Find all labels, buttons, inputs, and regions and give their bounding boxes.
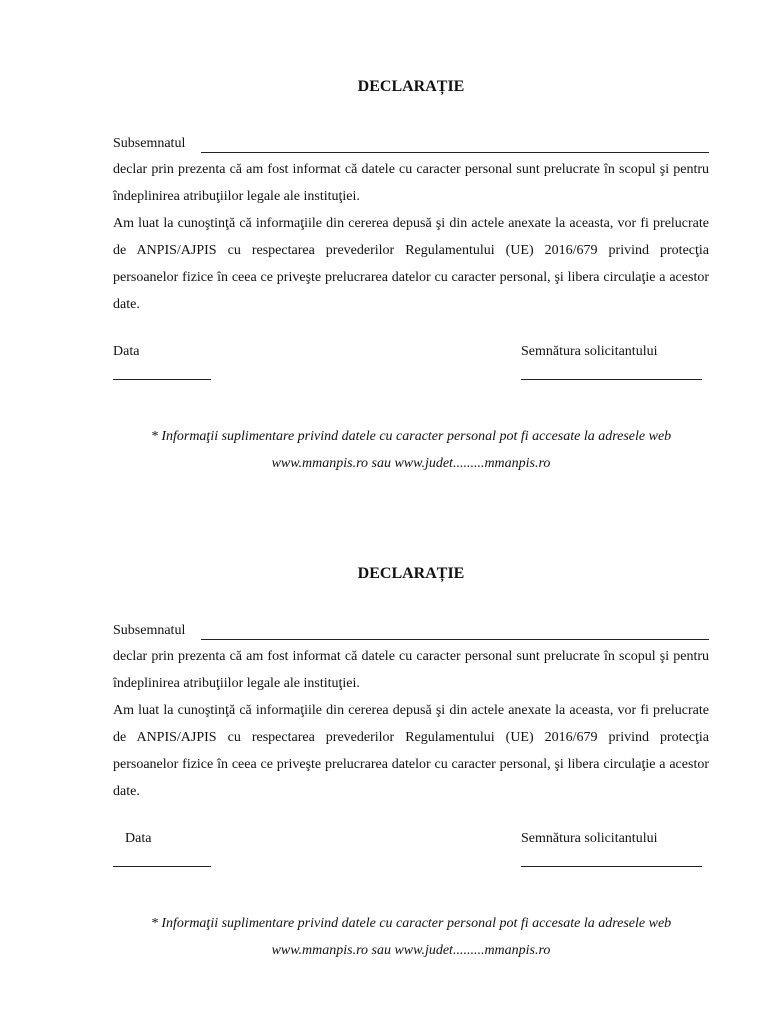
declaration-paragraph-1: declar prin prezenta că am fost informat că datele cu caracter personal sunt prelucrate în scopul şi pentru îndeplinirea atribuţiilor legale ale instituţiei. — [113, 649, 709, 691]
signature-field — [521, 343, 702, 380]
declaration-paragraph-1: declar prin prezenta că am fost informat că datele cu caracter personal sunt prelucrate în scopul şi pentru îndeplinirea atribuţiilor legale ale instituţiei. — [113, 162, 709, 204]
date-blank-line — [113, 379, 211, 380]
declaration-title: DECLARAȚIE — [357, 78, 465, 95]
date-label: Data — [125, 831, 152, 846]
declaration-paragraph-2: Am luat la cunoştinţă că informaţiile din cererea depusă şi din actele anexate la aceasta, vor fi prelucrate de ANPIS/AJPIS cu respectarea prevederilor Regulamentului (UE) 2016/679 privind protecţia persoanelor fizice în ceea ce priveşte prelucrarea datelor cu caracter personal, şi libera circulaţie a acestor date. — [113, 703, 709, 799]
declaration-title: DECLARAȚIE — [357, 565, 465, 582]
footnote-line-2: www.mmanpis.ro sau www.judet.........mmanpis.ro — [271, 943, 551, 958]
date-field — [113, 343, 211, 380]
name-blank-line — [201, 139, 709, 153]
signature-row — [113, 830, 709, 890]
declaration-paragraph-2: Am luat la cunoştinţă că informaţiile din cererea depusă şi din actele anexate la aceasta, vor fi prelucrate de ANPIS/AJPIS cu respectarea prevederilor Regulamentului (UE) 2016/679 privind protecţia persoanelor fizice în ceea ce priveşte prelucrarea datelor cu caracter personal, şi libera circulaţie a acestor date. — [113, 216, 709, 312]
declaration-block-1 — [113, 76, 709, 477]
subsemnat-row — [113, 622, 709, 640]
date-blank-line — [113, 866, 211, 867]
footnote-line-1: * Informaţii suplimentare privind datele cu caracter personal pot fi accesate la adresele web — [150, 429, 672, 444]
footnote-line-1: * Informaţii suplimentare privind datele cu caracter personal pot fi accesate la adresele web — [150, 916, 672, 931]
date-label: Data — [113, 344, 140, 359]
name-blank-line — [201, 626, 709, 640]
signature-field — [521, 830, 702, 867]
subsemnat-row — [113, 135, 709, 153]
subsemnat-label: Subsemnatul — [113, 136, 186, 151]
signature-row — [113, 343, 709, 403]
subsemnat-label: Subsemnatul — [113, 623, 186, 638]
declaration-block-2 — [113, 563, 709, 964]
signature-label: Semnătura solicitantului — [521, 831, 658, 846]
signature-label: Semnătura solicitantului — [521, 344, 658, 359]
signature-blank-line — [521, 866, 702, 867]
signature-blank-line — [521, 379, 702, 380]
date-field — [113, 830, 211, 867]
footnote — [113, 423, 709, 477]
footnote-line-2: www.mmanpis.ro sau www.judet.........mmanpis.ro — [271, 456, 551, 471]
footnote — [113, 910, 709, 964]
